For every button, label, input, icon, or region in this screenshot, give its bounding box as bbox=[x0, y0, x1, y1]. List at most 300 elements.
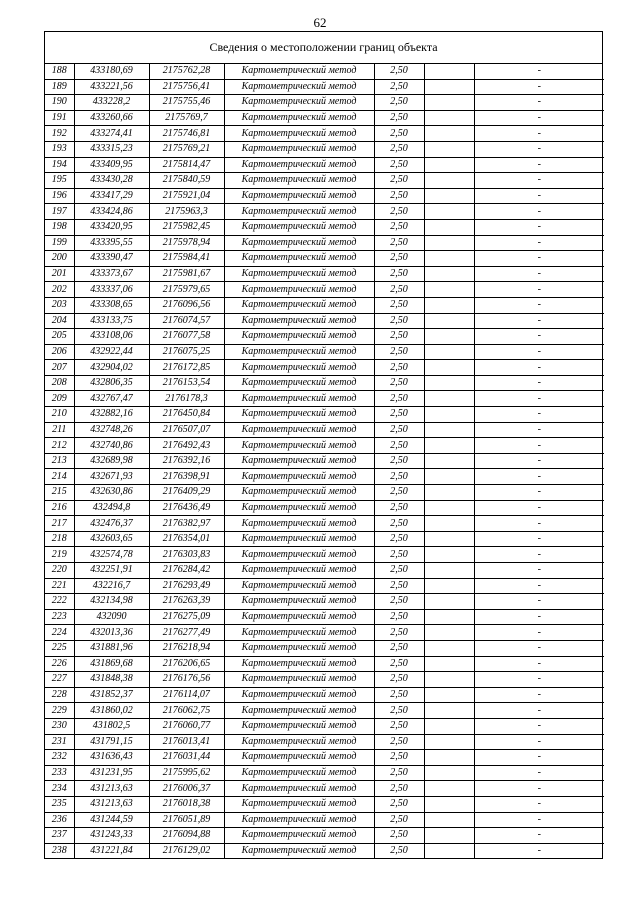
accuracy-cell: 2,50 bbox=[374, 812, 424, 828]
y-coordinate-cell: 2175814,47 bbox=[149, 157, 224, 173]
empty-cell bbox=[424, 594, 474, 610]
table-row bbox=[45, 282, 604, 298]
method-cell: Картометрический метод bbox=[224, 282, 374, 298]
coordinates-table bbox=[45, 64, 604, 858]
description-cell: - bbox=[474, 750, 604, 766]
y-coordinate-cell: 2176354,01 bbox=[149, 531, 224, 547]
description-cell: - bbox=[474, 360, 604, 376]
y-coordinate-cell: 2175756,41 bbox=[149, 79, 224, 95]
accuracy-cell: 2,50 bbox=[374, 672, 424, 688]
accuracy-cell: 2,50 bbox=[374, 391, 424, 407]
accuracy-cell: 2,50 bbox=[374, 95, 424, 111]
x-coordinate-cell: 431221,84 bbox=[74, 843, 149, 858]
accuracy-cell: 2,50 bbox=[374, 235, 424, 251]
point-number-cell: 225 bbox=[45, 640, 74, 656]
description-cell: - bbox=[474, 547, 604, 563]
method-cell: Картометрический метод bbox=[224, 110, 374, 126]
table-row bbox=[45, 563, 604, 579]
description-cell: - bbox=[474, 407, 604, 423]
description-cell: - bbox=[474, 391, 604, 407]
x-coordinate-cell: 433420,95 bbox=[74, 219, 149, 235]
method-cell: Картометрический метод bbox=[224, 157, 374, 173]
empty-cell bbox=[424, 407, 474, 423]
empty-cell bbox=[424, 843, 474, 858]
x-coordinate-cell: 433308,65 bbox=[74, 297, 149, 313]
x-coordinate-cell: 433221,56 bbox=[74, 79, 149, 95]
point-number-cell: 216 bbox=[45, 500, 74, 516]
description-cell: - bbox=[474, 422, 604, 438]
method-cell: Картометрический метод bbox=[224, 703, 374, 719]
method-cell: Картометрический метод bbox=[224, 812, 374, 828]
empty-cell bbox=[424, 360, 474, 376]
x-coordinate-cell: 431802,5 bbox=[74, 718, 149, 734]
y-coordinate-cell: 2176275,09 bbox=[149, 609, 224, 625]
x-coordinate-cell: 432767,47 bbox=[74, 391, 149, 407]
table-row bbox=[45, 360, 604, 376]
accuracy-cell: 2,50 bbox=[374, 687, 424, 703]
description-cell: - bbox=[474, 157, 604, 173]
x-coordinate-cell: 432904,02 bbox=[74, 360, 149, 376]
empty-cell bbox=[424, 516, 474, 532]
table-row bbox=[45, 235, 604, 251]
method-cell: Картометрический метод bbox=[224, 656, 374, 672]
accuracy-cell: 2,50 bbox=[374, 563, 424, 579]
method-cell: Картометрический метод bbox=[224, 141, 374, 157]
description-cell: - bbox=[474, 282, 604, 298]
method-cell: Картометрический метод bbox=[224, 219, 374, 235]
table-row bbox=[45, 64, 604, 79]
empty-cell bbox=[424, 656, 474, 672]
description-cell: - bbox=[474, 718, 604, 734]
boundary-table-frame bbox=[44, 31, 603, 859]
accuracy-cell: 2,50 bbox=[374, 485, 424, 501]
x-coordinate-cell: 431848,38 bbox=[74, 672, 149, 688]
y-coordinate-cell: 2176206,65 bbox=[149, 656, 224, 672]
point-number-cell: 234 bbox=[45, 781, 74, 797]
point-number-cell: 208 bbox=[45, 375, 74, 391]
description-cell: - bbox=[474, 781, 604, 797]
y-coordinate-cell: 2176006,37 bbox=[149, 781, 224, 797]
y-coordinate-cell: 2175979,65 bbox=[149, 282, 224, 298]
accuracy-cell: 2,50 bbox=[374, 204, 424, 220]
x-coordinate-cell: 432013,36 bbox=[74, 625, 149, 641]
point-number-cell: 222 bbox=[45, 594, 74, 610]
y-coordinate-cell: 2176450,84 bbox=[149, 407, 224, 423]
empty-cell bbox=[424, 297, 474, 313]
description-cell: - bbox=[474, 594, 604, 610]
method-cell: Картометрический метод bbox=[224, 313, 374, 329]
accuracy-cell: 2,50 bbox=[374, 64, 424, 79]
point-number-cell: 224 bbox=[45, 625, 74, 641]
y-coordinate-cell: 2175982,45 bbox=[149, 219, 224, 235]
y-coordinate-cell: 2176176,56 bbox=[149, 672, 224, 688]
table-row bbox=[45, 469, 604, 485]
point-number-cell: 189 bbox=[45, 79, 74, 95]
empty-cell bbox=[424, 282, 474, 298]
point-number-cell: 213 bbox=[45, 453, 74, 469]
point-number-cell: 232 bbox=[45, 750, 74, 766]
x-coordinate-cell: 431231,95 bbox=[74, 765, 149, 781]
empty-cell bbox=[424, 485, 474, 501]
x-coordinate-cell: 432476,37 bbox=[74, 516, 149, 532]
description-cell: - bbox=[474, 219, 604, 235]
accuracy-cell: 2,50 bbox=[374, 219, 424, 235]
table-row bbox=[45, 407, 604, 423]
description-cell: - bbox=[474, 812, 604, 828]
empty-cell bbox=[424, 126, 474, 142]
description-cell: - bbox=[474, 95, 604, 111]
table-row bbox=[45, 703, 604, 719]
empty-cell bbox=[424, 64, 474, 79]
method-cell: Картометрический метод bbox=[224, 204, 374, 220]
method-cell: Картометрический метод bbox=[224, 500, 374, 516]
point-number-cell: 221 bbox=[45, 578, 74, 594]
method-cell: Картометрический метод bbox=[224, 687, 374, 703]
empty-cell bbox=[424, 438, 474, 454]
x-coordinate-cell: 431636,43 bbox=[74, 750, 149, 766]
point-number-cell: 205 bbox=[45, 329, 74, 345]
table-row bbox=[45, 79, 604, 95]
description-cell: - bbox=[474, 79, 604, 95]
table-row bbox=[45, 438, 604, 454]
accuracy-cell: 2,50 bbox=[374, 531, 424, 547]
method-cell: Картометрический метод bbox=[224, 188, 374, 204]
method-cell: Картометрический метод bbox=[224, 485, 374, 501]
empty-cell bbox=[424, 266, 474, 282]
y-coordinate-cell: 2176031,44 bbox=[149, 750, 224, 766]
y-coordinate-cell: 2176172,85 bbox=[149, 360, 224, 376]
table-row bbox=[45, 594, 604, 610]
point-number-cell: 229 bbox=[45, 703, 74, 719]
x-coordinate-cell: 433228,2 bbox=[74, 95, 149, 111]
empty-cell bbox=[424, 734, 474, 750]
point-number-cell: 230 bbox=[45, 718, 74, 734]
table-row bbox=[45, 297, 604, 313]
table-row bbox=[45, 687, 604, 703]
point-number-cell: 214 bbox=[45, 469, 74, 485]
accuracy-cell: 2,50 bbox=[374, 750, 424, 766]
description-cell: - bbox=[474, 375, 604, 391]
empty-cell bbox=[424, 313, 474, 329]
accuracy-cell: 2,50 bbox=[374, 781, 424, 797]
point-number-cell: 196 bbox=[45, 188, 74, 204]
accuracy-cell: 2,50 bbox=[374, 796, 424, 812]
description-cell: - bbox=[474, 329, 604, 345]
section-title: Сведения о местоположении границ объекта bbox=[45, 32, 602, 64]
y-coordinate-cell: 2176075,25 bbox=[149, 344, 224, 360]
point-number-cell: 192 bbox=[45, 126, 74, 142]
method-cell: Картометрический метод bbox=[224, 266, 374, 282]
method-cell: Картометрический метод bbox=[224, 360, 374, 376]
point-number-cell: 235 bbox=[45, 796, 74, 812]
empty-cell bbox=[424, 609, 474, 625]
x-coordinate-cell: 433260,66 bbox=[74, 110, 149, 126]
method-cell: Картометрический метод bbox=[224, 765, 374, 781]
table-row bbox=[45, 625, 604, 641]
table-row bbox=[45, 640, 604, 656]
x-coordinate-cell: 433430,28 bbox=[74, 173, 149, 189]
y-coordinate-cell: 2176094,88 bbox=[149, 828, 224, 844]
accuracy-cell: 2,50 bbox=[374, 360, 424, 376]
y-coordinate-cell: 2175921,04 bbox=[149, 188, 224, 204]
description-cell: - bbox=[474, 64, 604, 79]
y-coordinate-cell: 2176218,94 bbox=[149, 640, 224, 656]
table-row bbox=[45, 329, 604, 345]
y-coordinate-cell: 2176507,07 bbox=[149, 422, 224, 438]
empty-cell bbox=[424, 547, 474, 563]
empty-cell bbox=[424, 344, 474, 360]
y-coordinate-cell: 2176392,16 bbox=[149, 453, 224, 469]
empty-cell bbox=[424, 95, 474, 111]
table-row bbox=[45, 609, 604, 625]
table-row bbox=[45, 500, 604, 516]
method-cell: Картометрический метод bbox=[224, 453, 374, 469]
accuracy-cell: 2,50 bbox=[374, 329, 424, 345]
description-cell: - bbox=[474, 110, 604, 126]
empty-cell bbox=[424, 453, 474, 469]
description-cell: - bbox=[474, 625, 604, 641]
point-number-cell: 200 bbox=[45, 251, 74, 267]
table-row bbox=[45, 781, 604, 797]
point-number-cell: 198 bbox=[45, 219, 74, 235]
accuracy-cell: 2,50 bbox=[374, 141, 424, 157]
method-cell: Картометрический метод bbox=[224, 609, 374, 625]
accuracy-cell: 2,50 bbox=[374, 547, 424, 563]
table-row bbox=[45, 485, 604, 501]
accuracy-cell: 2,50 bbox=[374, 438, 424, 454]
empty-cell bbox=[424, 750, 474, 766]
x-coordinate-cell: 431869,68 bbox=[74, 656, 149, 672]
x-coordinate-cell: 432882,16 bbox=[74, 407, 149, 423]
method-cell: Картометрический метод bbox=[224, 750, 374, 766]
x-coordinate-cell: 432216,7 bbox=[74, 578, 149, 594]
x-coordinate-cell: 432574,78 bbox=[74, 547, 149, 563]
y-coordinate-cell: 2176277,49 bbox=[149, 625, 224, 641]
x-coordinate-cell: 432922,44 bbox=[74, 344, 149, 360]
method-cell: Картометрический метод bbox=[224, 375, 374, 391]
table-row bbox=[45, 126, 604, 142]
accuracy-cell: 2,50 bbox=[374, 765, 424, 781]
y-coordinate-cell: 2176062,75 bbox=[149, 703, 224, 719]
method-cell: Картометрический метод bbox=[224, 422, 374, 438]
empty-cell bbox=[424, 828, 474, 844]
description-cell: - bbox=[474, 500, 604, 516]
description-cell: - bbox=[474, 656, 604, 672]
point-number-cell: 212 bbox=[45, 438, 74, 454]
x-coordinate-cell: 432740,86 bbox=[74, 438, 149, 454]
empty-cell bbox=[424, 469, 474, 485]
description-cell: - bbox=[474, 765, 604, 781]
accuracy-cell: 2,50 bbox=[374, 375, 424, 391]
x-coordinate-cell: 431860,02 bbox=[74, 703, 149, 719]
point-number-cell: 209 bbox=[45, 391, 74, 407]
accuracy-cell: 2,50 bbox=[374, 609, 424, 625]
y-coordinate-cell: 2176114,07 bbox=[149, 687, 224, 703]
x-coordinate-cell: 433337,06 bbox=[74, 282, 149, 298]
accuracy-cell: 2,50 bbox=[374, 407, 424, 423]
x-coordinate-cell: 433133,75 bbox=[74, 313, 149, 329]
empty-cell bbox=[424, 422, 474, 438]
point-number-cell: 220 bbox=[45, 563, 74, 579]
accuracy-cell: 2,50 bbox=[374, 297, 424, 313]
point-number-cell: 188 bbox=[45, 64, 74, 79]
accuracy-cell: 2,50 bbox=[374, 625, 424, 641]
x-coordinate-cell: 432090 bbox=[74, 609, 149, 625]
empty-cell bbox=[424, 251, 474, 267]
y-coordinate-cell: 2176129,02 bbox=[149, 843, 224, 858]
empty-cell bbox=[424, 765, 474, 781]
table-row bbox=[45, 672, 604, 688]
description-cell: - bbox=[474, 188, 604, 204]
empty-cell bbox=[424, 500, 474, 516]
table-row bbox=[45, 796, 604, 812]
empty-cell bbox=[424, 235, 474, 251]
table-row bbox=[45, 656, 604, 672]
x-coordinate-cell: 431852,37 bbox=[74, 687, 149, 703]
accuracy-cell: 2,50 bbox=[374, 718, 424, 734]
y-coordinate-cell: 2175995,62 bbox=[149, 765, 224, 781]
accuracy-cell: 2,50 bbox=[374, 282, 424, 298]
point-number-cell: 228 bbox=[45, 687, 74, 703]
description-cell: - bbox=[537, 844, 541, 856]
point-number-cell: 191 bbox=[45, 110, 74, 126]
point-number-cell: 199 bbox=[45, 235, 74, 251]
empty-cell bbox=[424, 110, 474, 126]
x-coordinate-cell: 431791,15 bbox=[74, 734, 149, 750]
method-cell: Картометрический метод bbox=[224, 672, 374, 688]
method-cell: Картометрический метод bbox=[224, 563, 374, 579]
accuracy-cell: 2,50 bbox=[374, 703, 424, 719]
y-coordinate-cell: 2175978,94 bbox=[149, 235, 224, 251]
empty-cell bbox=[424, 141, 474, 157]
table-row bbox=[45, 750, 604, 766]
method-cell: Картометрический метод bbox=[224, 547, 374, 563]
point-number-cell: 204 bbox=[45, 313, 74, 329]
method-cell: Картометрический метод bbox=[224, 640, 374, 656]
x-coordinate-cell: 433180,69 bbox=[74, 64, 149, 79]
accuracy-cell: 2,50 bbox=[374, 828, 424, 844]
empty-cell bbox=[424, 531, 474, 547]
table-row bbox=[45, 531, 604, 547]
description-cell: - bbox=[474, 204, 604, 220]
y-coordinate-cell: 2176178,3 bbox=[149, 391, 224, 407]
method-cell: Картометрический метод bbox=[224, 781, 374, 797]
y-coordinate-cell: 2175746,81 bbox=[149, 126, 224, 142]
accuracy-cell: 2,50 bbox=[374, 453, 424, 469]
table-row bbox=[45, 188, 604, 204]
x-coordinate-cell: 433373,67 bbox=[74, 266, 149, 282]
y-coordinate-cell: 2176436,49 bbox=[149, 500, 224, 516]
description-cell: - bbox=[474, 563, 604, 579]
table-row bbox=[45, 812, 604, 828]
table-row bbox=[45, 266, 604, 282]
table-row bbox=[45, 344, 604, 360]
table-row bbox=[45, 110, 604, 126]
empty-cell bbox=[424, 188, 474, 204]
accuracy-cell: 2,50 bbox=[374, 843, 424, 858]
table-row bbox=[45, 828, 604, 844]
y-coordinate-cell: 2176398,91 bbox=[149, 469, 224, 485]
point-number-cell: 203 bbox=[45, 297, 74, 313]
point-number-cell: 237 bbox=[45, 828, 74, 844]
y-coordinate-cell: 2176077,58 bbox=[149, 329, 224, 345]
empty-cell bbox=[424, 578, 474, 594]
table-row bbox=[45, 734, 604, 750]
method-cell: Картометрический метод bbox=[224, 734, 374, 750]
accuracy-cell: 2,50 bbox=[374, 594, 424, 610]
x-coordinate-cell: 433274,41 bbox=[74, 126, 149, 142]
accuracy-cell: 2,50 bbox=[374, 640, 424, 656]
point-number-cell: 238 bbox=[45, 843, 74, 858]
method-cell: Картометрический метод bbox=[224, 79, 374, 95]
method-cell: Картометрический метод bbox=[224, 251, 374, 267]
point-number-cell: 217 bbox=[45, 516, 74, 532]
y-coordinate-cell: 2176060,77 bbox=[149, 718, 224, 734]
method-cell: Картометрический метод bbox=[224, 438, 374, 454]
y-coordinate-cell: 2176409,29 bbox=[149, 485, 224, 501]
table-row bbox=[45, 204, 604, 220]
accuracy-cell: 2,50 bbox=[374, 578, 424, 594]
table-row bbox=[45, 578, 604, 594]
table-row bbox=[45, 219, 604, 235]
table-row bbox=[45, 95, 604, 111]
x-coordinate-cell: 433417,29 bbox=[74, 188, 149, 204]
method-cell: Картометрический метод bbox=[224, 796, 374, 812]
table-row bbox=[45, 843, 604, 858]
x-coordinate-cell: 433390,47 bbox=[74, 251, 149, 267]
x-coordinate-cell: 432251,91 bbox=[74, 563, 149, 579]
table-row bbox=[45, 718, 604, 734]
empty-cell bbox=[424, 219, 474, 235]
empty-cell bbox=[424, 672, 474, 688]
method-cell: Картометрический метод bbox=[224, 329, 374, 345]
table-row bbox=[45, 516, 604, 532]
table-row bbox=[45, 313, 604, 329]
x-coordinate-cell: 433424,86 bbox=[74, 204, 149, 220]
x-coordinate-cell: 431881,96 bbox=[74, 640, 149, 656]
method-cell: Картометрический метод bbox=[224, 391, 374, 407]
point-number-cell: 223 bbox=[45, 609, 74, 625]
empty-cell bbox=[424, 563, 474, 579]
description-cell: - bbox=[474, 141, 604, 157]
description-cell: - bbox=[474, 687, 604, 703]
method-cell: Картометрический метод bbox=[224, 95, 374, 111]
accuracy-cell: 2,50 bbox=[374, 110, 424, 126]
table-row bbox=[45, 391, 604, 407]
accuracy-cell: 2,50 bbox=[374, 344, 424, 360]
y-coordinate-cell: 2176303,83 bbox=[149, 547, 224, 563]
method-cell: Картометрический метод bbox=[224, 235, 374, 251]
method-cell: Картометрический метод bbox=[224, 469, 374, 485]
x-coordinate-cell: 431244,59 bbox=[74, 812, 149, 828]
description-cell: - bbox=[474, 297, 604, 313]
description-cell: - bbox=[474, 828, 604, 844]
y-coordinate-cell: 2176293,49 bbox=[149, 578, 224, 594]
point-number-cell: 206 bbox=[45, 344, 74, 360]
point-number-cell: 215 bbox=[45, 485, 74, 501]
description-cell: - bbox=[474, 453, 604, 469]
point-number-cell: 231 bbox=[45, 734, 74, 750]
description-cell: - bbox=[474, 266, 604, 282]
x-coordinate-cell: 432806,35 bbox=[74, 375, 149, 391]
description-cell: - bbox=[474, 672, 604, 688]
accuracy-cell: 2,50 bbox=[374, 251, 424, 267]
description-cell: - bbox=[474, 313, 604, 329]
x-coordinate-cell: 431243,33 bbox=[74, 828, 149, 844]
description-cell: - bbox=[474, 640, 604, 656]
accuracy-cell: 2,50 bbox=[374, 516, 424, 532]
accuracy-cell: 2,50 bbox=[374, 126, 424, 142]
